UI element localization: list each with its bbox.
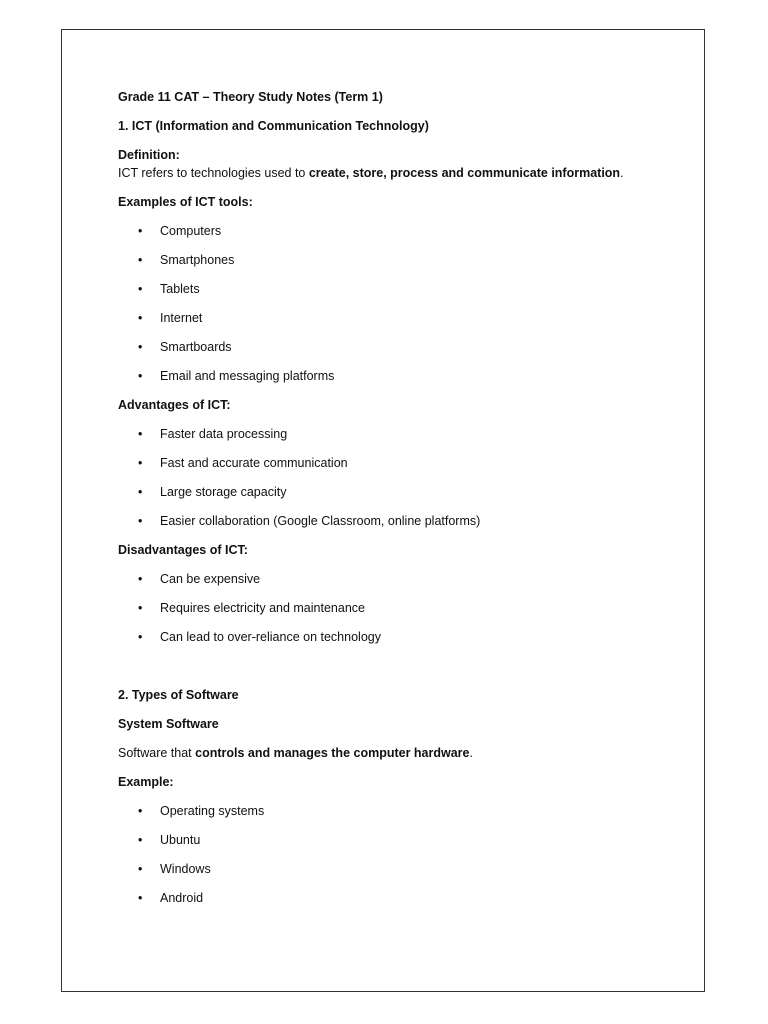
list-item: • Windows (118, 860, 678, 878)
description-prefix: Software that (118, 746, 196, 760)
list-item: • Can lead to over-reliance on technology (118, 628, 678, 646)
definition-label: Definition: (118, 148, 180, 162)
software-examples-list (118, 802, 678, 907)
list-item: • Large storage capacity (118, 483, 678, 501)
list-item: • Can be expensive (118, 570, 678, 588)
description-bold: controls and manages the computer hardware (195, 746, 470, 760)
system-software-description (118, 744, 678, 762)
disadvantages-list (118, 570, 678, 646)
disadvantages-label: Disadvantages of ICT: (118, 543, 248, 557)
document-title: Grade 11 CAT – Theory Study Notes (Term 1) (118, 90, 383, 104)
list-item: • Email and messaging platforms (118, 367, 678, 385)
document-content (118, 88, 678, 907)
list-item: • Android (118, 889, 678, 907)
system-software-heading: System Software (118, 717, 219, 731)
section-1-heading: 1. ICT (Information and Communication Technology) (118, 119, 429, 133)
list-item: • Fast and accurate communication (118, 454, 678, 472)
list-item: • Ubuntu (118, 831, 678, 849)
list-item: • Tablets (118, 280, 678, 298)
list-item: • Faster data processing (118, 425, 678, 443)
list-item: • Computers (118, 222, 678, 240)
list-item: • Smartphones (118, 251, 678, 269)
definition-prefix: ICT refers to technologies used to (118, 166, 309, 180)
example-label: Example: (118, 775, 174, 789)
document-page (61, 29, 705, 992)
description-suffix: . (469, 746, 473, 760)
examples-label: Examples of ICT tools: (118, 195, 253, 209)
definition-text (118, 164, 678, 182)
advantages-label: Advantages of ICT: (118, 398, 231, 412)
definition-suffix: . (620, 166, 624, 180)
definition-bold: create, store, process and communicate information (308, 166, 621, 180)
list-item: • Easier collaboration (Google Classroom, online platforms) (118, 512, 678, 530)
list-item: • Requires electricity and maintenance (118, 599, 678, 617)
list-item: • Operating systems (118, 802, 678, 820)
advantages-list (118, 425, 678, 530)
examples-list (118, 222, 678, 385)
section-2-heading: 2. Types of Software (118, 688, 239, 702)
list-item: • Smartboards (118, 338, 678, 356)
list-item: • Internet (118, 309, 678, 327)
